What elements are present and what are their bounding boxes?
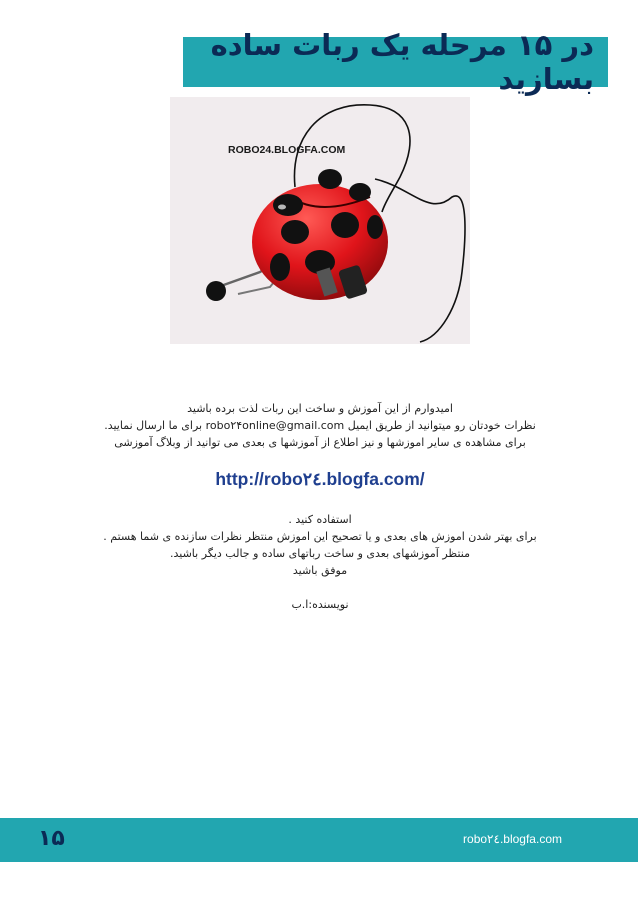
page-number: ۱۵ (38, 826, 65, 851)
footer-band (0, 818, 638, 862)
intro-text (80, 400, 560, 451)
blog-link[interactable]: http://robo۲٤.blogfa.com/ (215, 469, 425, 489)
photo-caption: ROBO24.BLOGFA.COM (228, 144, 346, 156)
outro-line: منتظر آموزشهای بعدی و ساخت رباتهای ساده و جالب دیگر باشید. (169, 547, 470, 560)
outro-line: استفاده کنید . (288, 513, 352, 526)
intro-line: برای مشاهده ی سایر اموزشها و نیز اطلاع از آموزشها ی بعدی می توانید از وبلاگ آموزشی (114, 436, 526, 449)
page-title: در ۱۵ مرحله یک ربات ساده بسازید (210, 28, 594, 96)
intro-line: نظرات خودتان رو میتوانید از طریق ایمیل robo۲۴online@gmail.com برای ما ارسال نمایید. (104, 419, 536, 432)
outro-text (80, 511, 560, 613)
outro-line: برای بهتر شدن اموزش های بعدی و یا تصحیح این اموزش منتظر نظرات سازنده ی شما هستم . (103, 530, 537, 543)
title-banner (183, 28, 608, 96)
outro-line: موفق باشید (292, 564, 348, 577)
intro-line: امیدوارم از این آموزش و ساخت این ربات لذت برده باشید (187, 402, 453, 415)
footer-site-link[interactable]: robo۲٤.blogfa.com (463, 832, 562, 846)
ladybug-robot-image (170, 97, 470, 344)
robot-photo (170, 97, 470, 344)
author-signature: نویسنده:ا.ب (291, 598, 349, 611)
